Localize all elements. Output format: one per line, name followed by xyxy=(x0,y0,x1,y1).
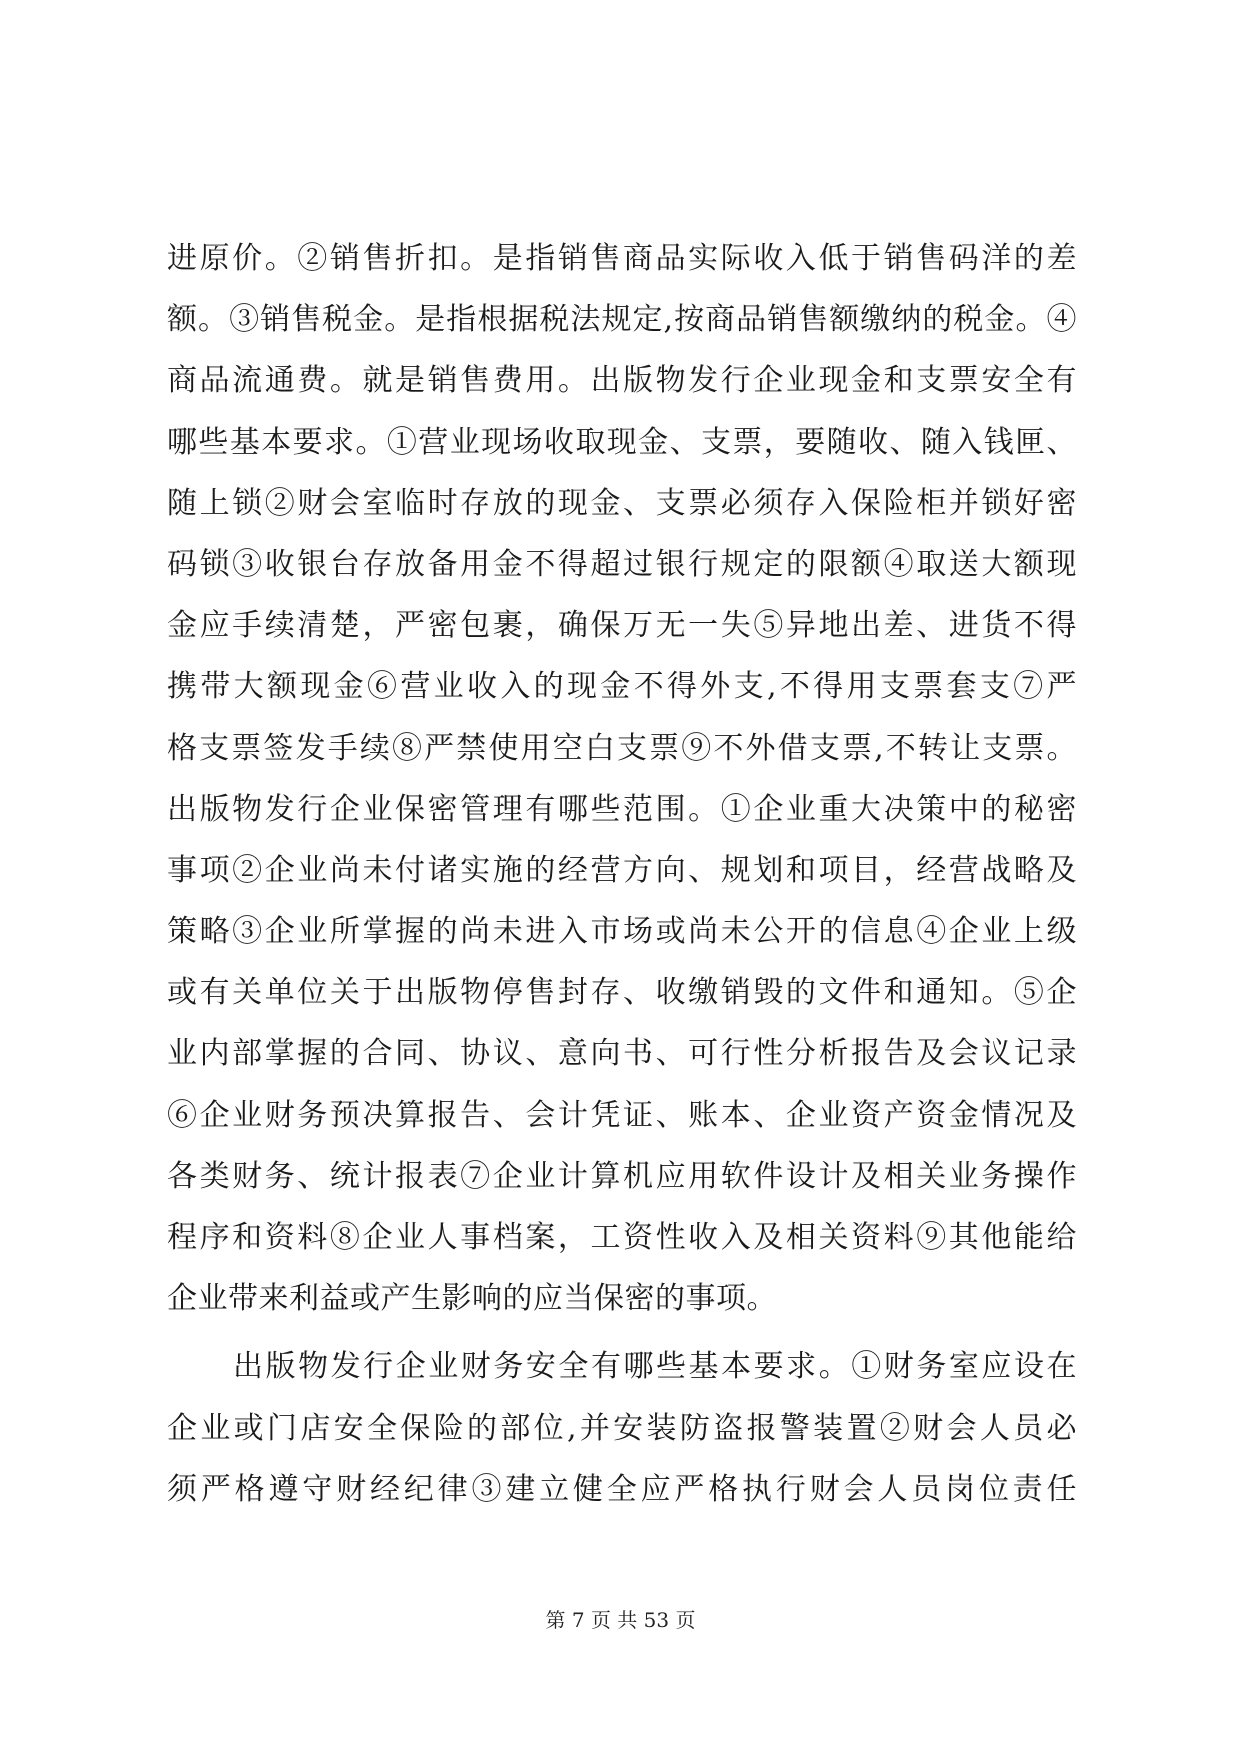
text-line: 哪些基本要求。①营业现场收取现金、支票，要随收、随入钱匣、 xyxy=(167,424,1077,460)
body-text xyxy=(167,228,1077,1520)
paragraph-spacer xyxy=(167,1329,1077,1336)
text-line: 码锁③收银台存放备用金不得超过银行规定的限额④取送大额现 xyxy=(167,546,1077,582)
text-line: 格支票签发手续⑧严禁使用空白支票⑨不外借支票,不转让支票。 xyxy=(167,730,1077,766)
page-number-label: 第 7 页 共 53 页 xyxy=(545,1608,696,1632)
text-line: 事项②企业尚未付诸实施的经营方向、规划和项目，经营战略及 xyxy=(167,852,1077,888)
text-line: 须严格遵守财经纪律③建立健全应严格执行财会人员岗位责任 xyxy=(167,1471,1077,1507)
text-line: 进原价。②销售折扣。是指销售商品实际收入低于销售码洋的差 xyxy=(167,241,1077,276)
text-line: 或有关单位关于出版物停售封存、收缴销毁的文件和通知。⑤企 xyxy=(167,975,1077,1011)
text-line: 企业或门店安全保险的部位,并安装防盗报警装置②财会人员必 xyxy=(167,1410,1077,1446)
text-line: 额。③销售税金。是指根据税法规定,按商品销售额缴纳的税金。④ xyxy=(167,302,1077,338)
text-line: 商品流通费。就是销售费用。出版物发行企业现金和支票安全有 xyxy=(167,363,1077,399)
text-line: 金应手续清楚，严密包裹，确保万无一失⑤异地出差、进货不得 xyxy=(167,608,1077,644)
text-line: 随上锁②财会室临时存放的现金、支票必须存入保险柜并锁好密 xyxy=(167,485,1077,521)
text-line: 出版物发行企业保密管理有哪些范围。①企业重大决策中的秘密 xyxy=(167,791,1077,827)
text-line: 策略③企业所掌握的尚未进入市场或尚未公开的信息④企业上级 xyxy=(167,914,1077,950)
text-line: 企业带来利益或产生影响的应当保密的事项。 xyxy=(167,1281,777,1317)
text-line: 各类财务、统计报表⑦企业计算机应用软件设计及相关业务操作 xyxy=(167,1158,1077,1194)
text-line: 业内部掌握的合同、协议、意向书、可行性分析报告及会议记录 xyxy=(167,1036,1077,1072)
paragraph-1 xyxy=(167,228,1077,1329)
text-line: 出版物发行企业财务安全有哪些基本要求。①财务室应设在 xyxy=(233,1349,1077,1385)
text-line: 携带大额现金⑥营业收入的现金不得外支,不得用支票套支⑦严 xyxy=(167,669,1077,705)
paragraph-2 xyxy=(167,1336,1077,1520)
text-line: ⑥企业财务预决算报告、会计凭证、账本、企业资产资金情况及 xyxy=(167,1097,1077,1133)
page-footer xyxy=(0,1606,1241,1634)
text-line: 程序和资料⑧企业人事档案，工资性收入及相关资料⑨其他能给 xyxy=(167,1220,1077,1255)
